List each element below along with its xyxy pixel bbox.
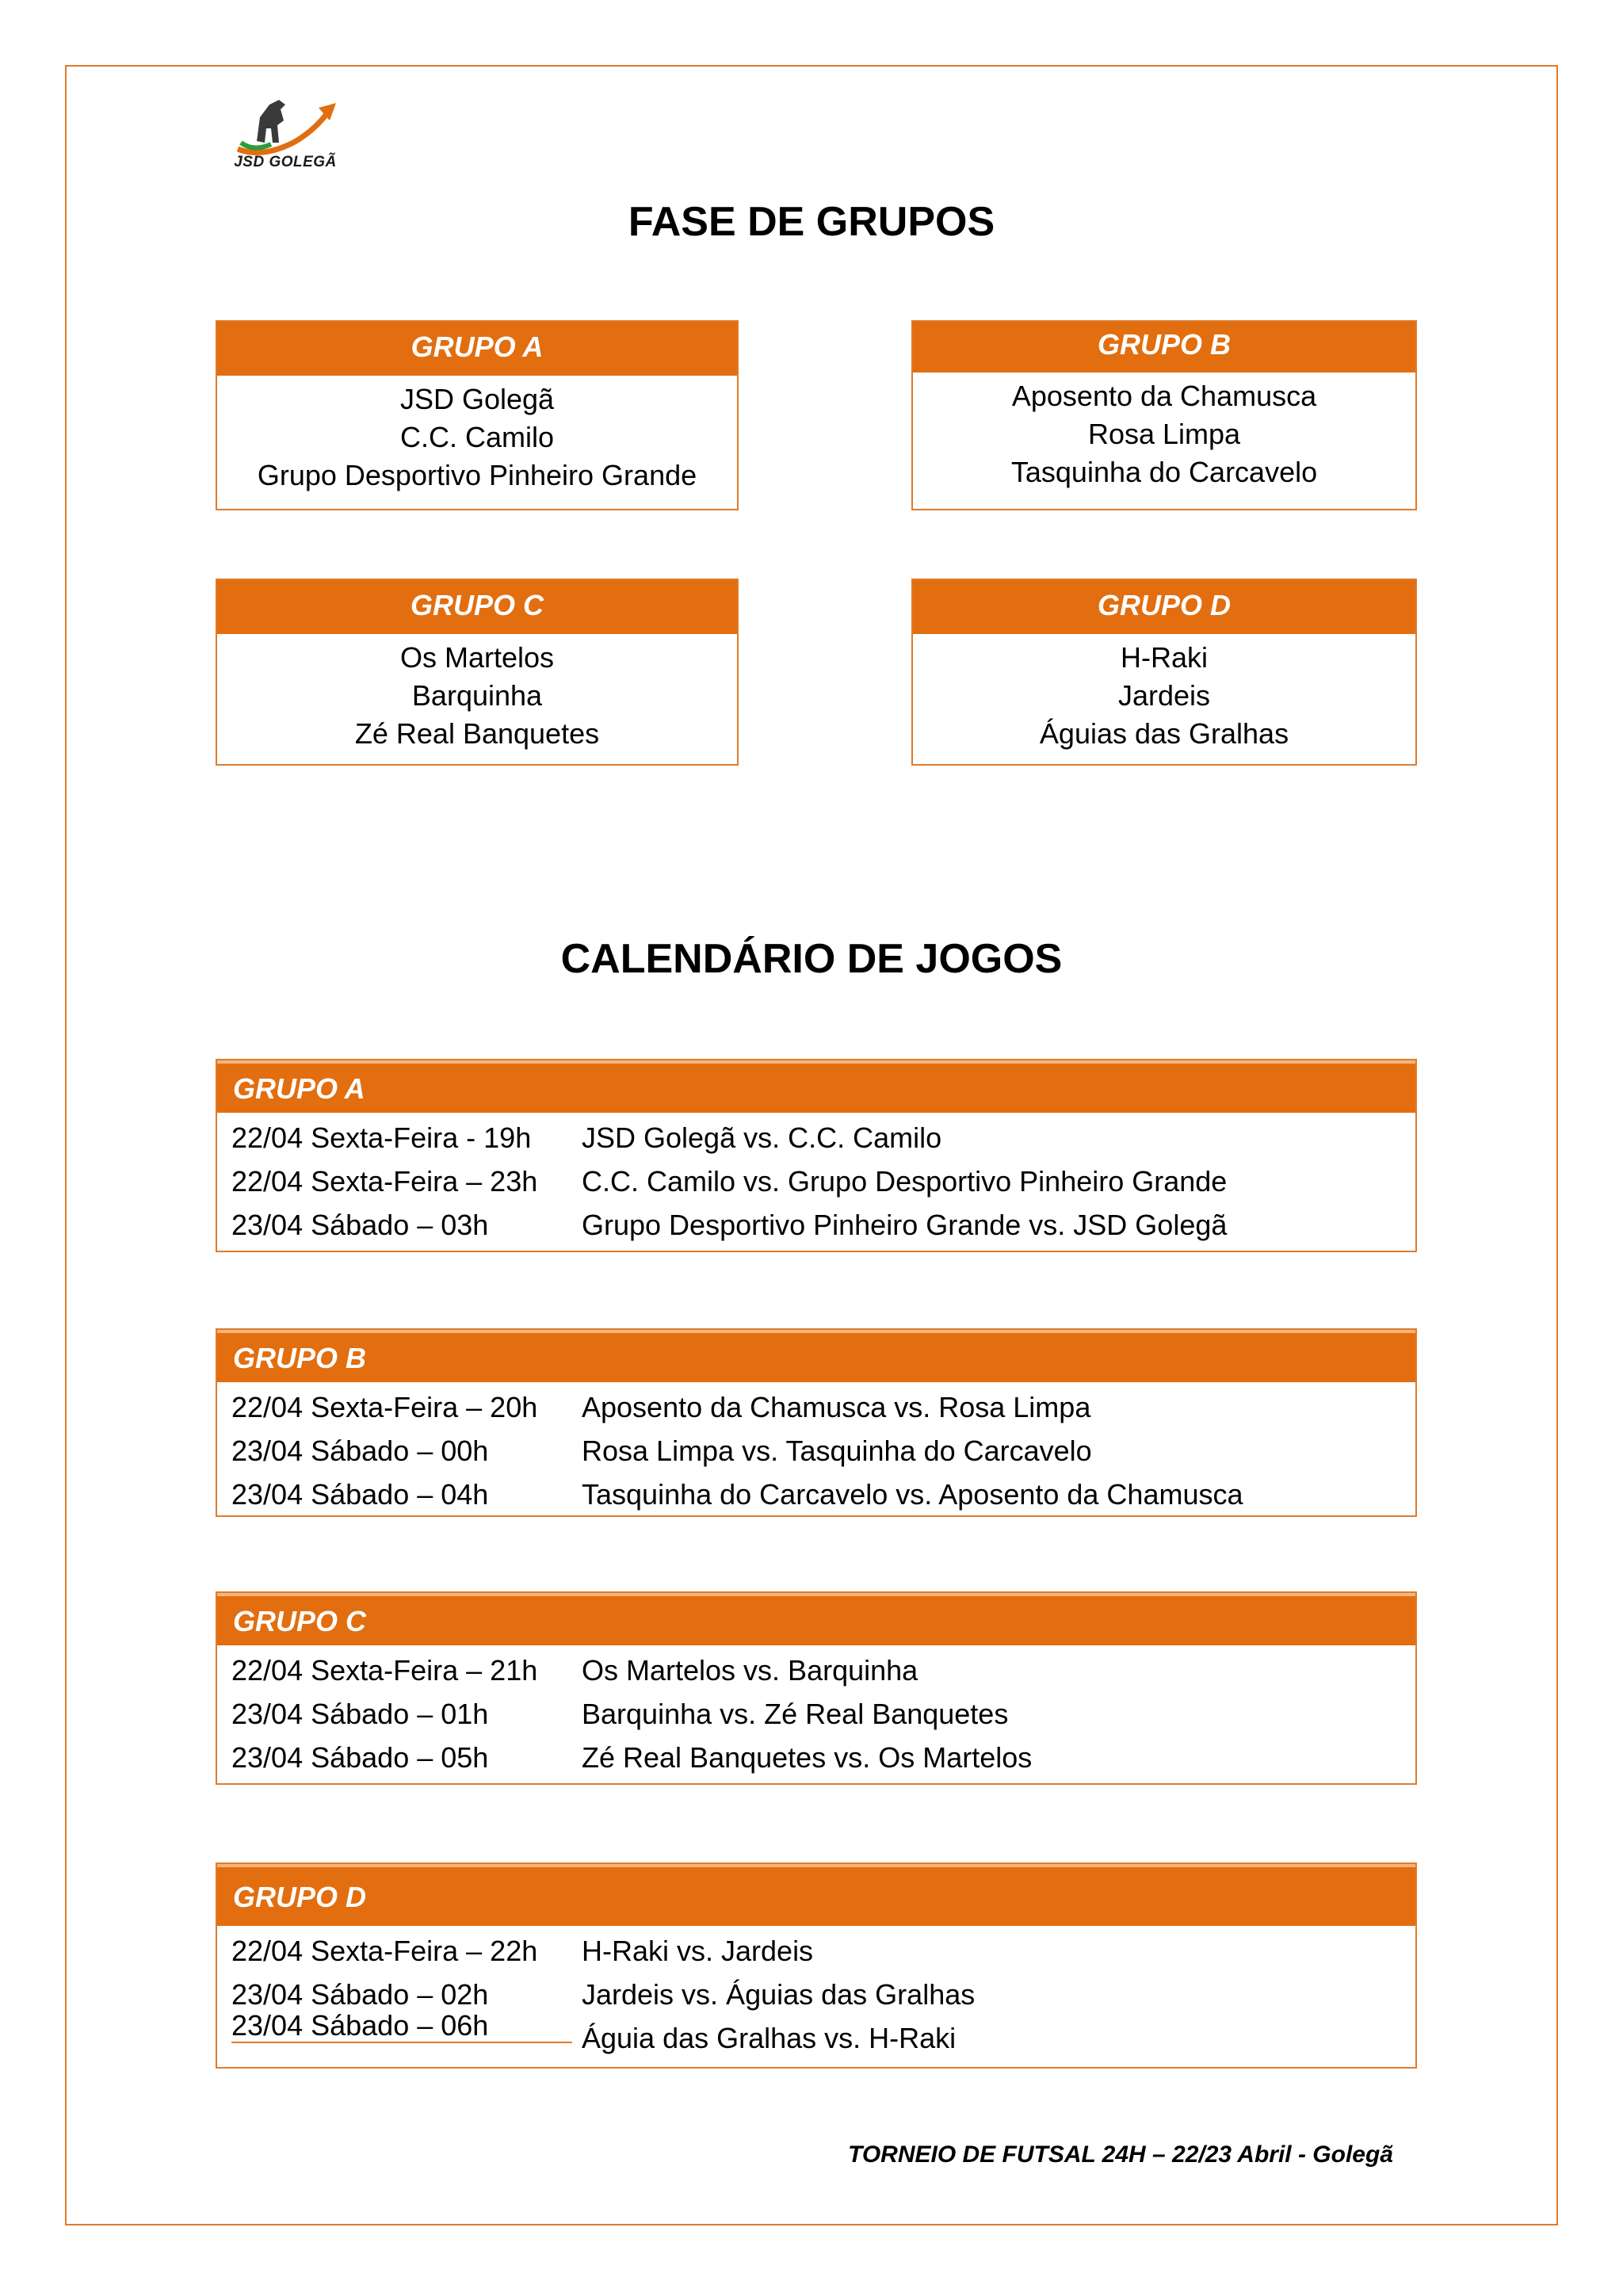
table-row (217, 1161, 1415, 1205)
table-row (217, 1117, 1415, 1161)
table-row (217, 1694, 1415, 1737)
footer-text: TORNEIO DE FUTSAL 24H – 22/23 Abril - Golegã (848, 2141, 1393, 2168)
game-match: Os Martelos vs. Barquinha (582, 1654, 918, 1687)
schedule-table-b (216, 1328, 1417, 1517)
game-match: Zé Real Banquetes vs. Os Martelos (582, 1741, 1033, 1774)
game-match: Rosa Limpa vs. Tasquinha do Carcavelo (582, 1435, 1092, 1467)
schedule-group-title: GRUPO C (217, 1593, 1415, 1645)
team-name: Tasquinha do Carcavelo (1010, 456, 1318, 488)
table-row (217, 1387, 1415, 1431)
table-row (217, 1650, 1415, 1694)
group-card-d (911, 579, 1417, 766)
group-card-c (216, 579, 739, 766)
group-card-a (216, 320, 739, 510)
game-time: 23/04 Sábado – 03h (231, 1209, 489, 1241)
team-name: H-Raki (1120, 641, 1208, 674)
team-name: Aposento da Chamusca (1011, 380, 1317, 412)
game-time: 23/04 Sábado – 04h (231, 1478, 489, 1511)
game-match: Barquinha vs. Zé Real Banquetes (582, 1698, 1009, 1730)
game-match: H-Raki vs. Jardeis (582, 1935, 814, 1967)
team-name: Jardeis (1117, 679, 1211, 712)
game-match: Jardeis vs. Águias das Gralhas (582, 1978, 976, 2011)
game-time (217, 2009, 582, 2061)
game-time: 23/04 Sábado – 05h (231, 1741, 489, 1774)
game-time: 23/04 Sábado – 01h (231, 1698, 489, 1730)
game-time: 23/04 Sábado – 02h (231, 1978, 489, 2011)
group-card-title: GRUPO A (217, 322, 737, 376)
group-card-title: GRUPO C (217, 580, 737, 634)
schedule-group-title: GRUPO D (217, 1864, 1415, 1926)
team-name: Grupo Desportivo Pinheiro Grande (257, 459, 697, 491)
schedule-title: CALENDÁRIO DE JOGOS (560, 936, 1063, 982)
schedule-table-d (216, 1862, 1417, 2069)
schedule-table-c (216, 1591, 1417, 1785)
team-name: C.C. Camilo (399, 421, 555, 453)
table-row (217, 2009, 1415, 2061)
team-name: Águias das Gralhas (1039, 717, 1289, 750)
game-match: Aposento da Chamusca vs. Rosa Limpa (582, 1391, 1091, 1423)
game-time: 22/04 Sexta-Feira – 22h (231, 1935, 538, 1967)
team-name: JSD Golegã (399, 383, 555, 415)
game-match: JSD Golegã vs. C.C. Camilo (582, 1121, 942, 1154)
game-match: C.C. Camilo vs. Grupo Desportivo Pinheiro Grande (582, 1165, 1228, 1198)
group-card-title: GRUPO B (913, 322, 1415, 372)
table-row (217, 1431, 1415, 1474)
game-time: 22/04 Sexta-Feira – 21h (231, 1654, 538, 1687)
game-match: Águia das Gralhas vs. H-Raki (582, 2022, 957, 2054)
schedule-group-title: GRUPO A (217, 1060, 1415, 1113)
game-time-text: 23/04 Sábado – 06h (231, 2010, 572, 2043)
game-time: 22/04 Sexta-Feira – 20h (231, 1391, 538, 1423)
table-row (217, 1931, 1415, 1974)
game-match: Grupo Desportivo Pinheiro Grande vs. JSD Golegã (582, 1209, 1228, 1241)
game-time: 22/04 Sexta-Feira - 19h (231, 1121, 532, 1154)
game-time: 23/04 Sábado – 00h (231, 1435, 489, 1467)
club-logo (230, 94, 341, 173)
game-match: Tasquinha do Carcavelo vs. Aposento da Chamusca (582, 1478, 1243, 1511)
schedule-table-a (216, 1059, 1417, 1252)
team-name: Os Martelos (399, 641, 555, 674)
page-title: FASE DE GRUPOS (628, 199, 995, 245)
logo-text: JSD GOLEGÃ (234, 154, 337, 170)
horse-arrow-icon (230, 94, 341, 157)
schedule-group-title: GRUPO B (217, 1330, 1415, 1382)
table-row (217, 1474, 1415, 1518)
team-name: Zé Real Banquetes (354, 717, 600, 750)
group-card-b (911, 320, 1417, 510)
team-name: Rosa Limpa (1087, 418, 1241, 450)
table-row (217, 1737, 1415, 1781)
game-time: 22/04 Sexta-Feira – 23h (231, 1165, 538, 1198)
table-row (217, 1205, 1415, 1248)
group-card-title: GRUPO D (913, 580, 1415, 634)
team-name: Barquinha (411, 679, 543, 712)
